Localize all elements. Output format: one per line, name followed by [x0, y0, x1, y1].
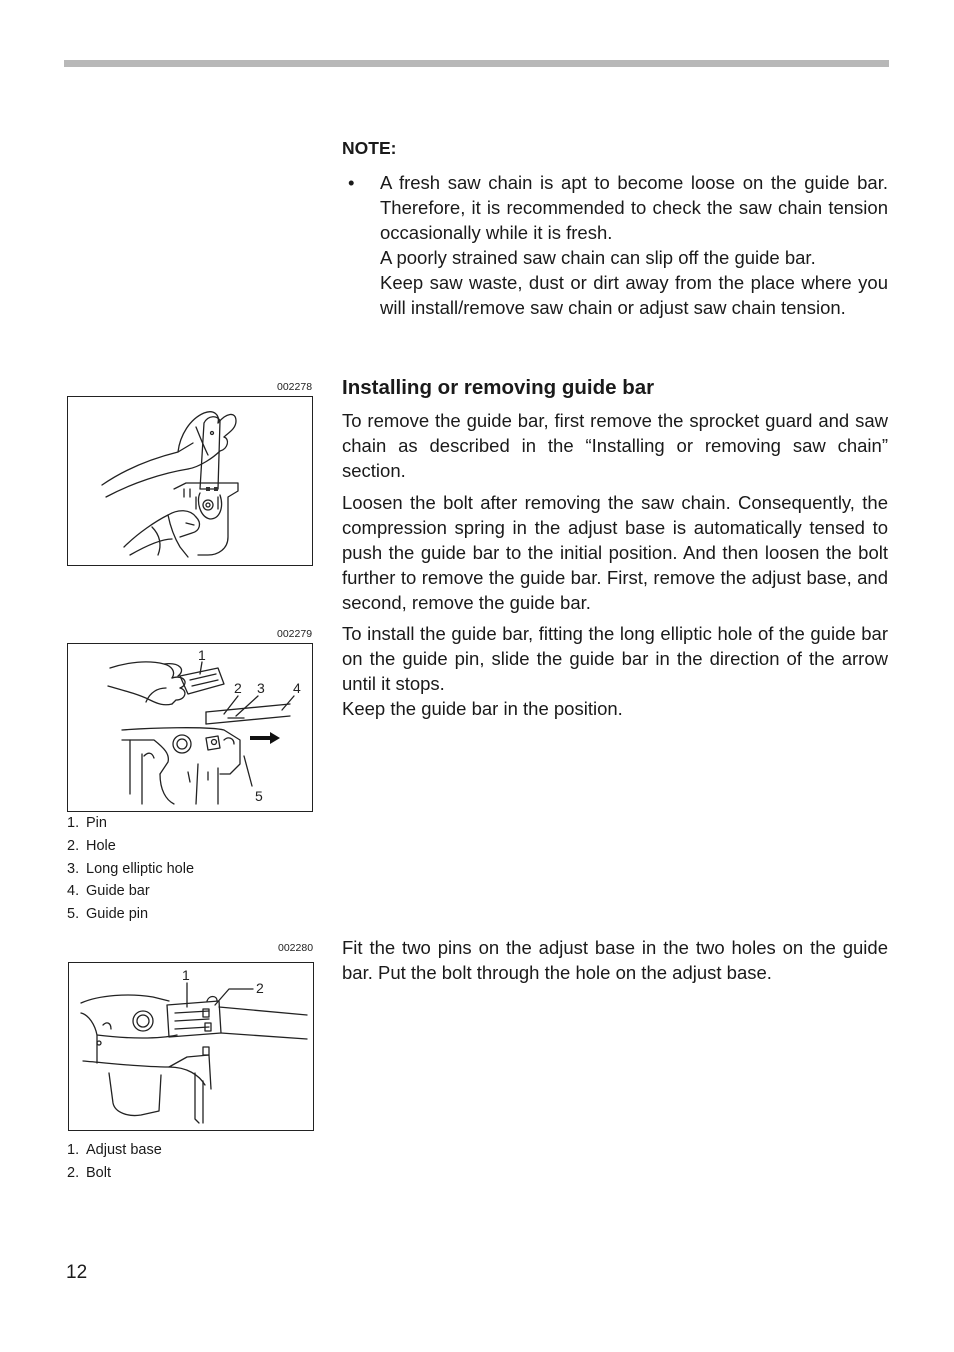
note-line: Keep saw waste, dust or dirt away from the place where you will install/remove saw chain or adjust saw chain tension. [380, 272, 888, 318]
legend-item [67, 903, 194, 926]
illustration-hands-guide-bar [68, 397, 311, 564]
legend-item [67, 858, 194, 881]
legend-label: Pin [86, 815, 107, 831]
legend-item [67, 812, 194, 835]
paragraph-install [342, 621, 888, 721]
top-rule [64, 60, 889, 67]
legend-number: 1. [67, 815, 80, 831]
legend-number: 2. [67, 1164, 80, 1181]
legend-number: 5. [67, 906, 80, 923]
section-title: Installing or removing guide bar [342, 376, 655, 399]
figure-remove-guide-bar [67, 396, 313, 566]
paragraph-fit-pins: Fit the two pins on the adjust base in the two holes on the guide bar. Put the bolt through the hole on the adjust base. [342, 937, 888, 983]
paragraph-keep-position: Keep the guide bar in the position. [342, 698, 623, 719]
legend-label: Long elliptic hole [86, 860, 195, 877]
paragraph-install-text: To install the guide bar, fitting the long elliptic hole of the guide bar on the guide pin, slide the guide bar in the direction of the arrow until it stops. [342, 623, 888, 694]
illustration-install-guide-bar [68, 644, 311, 810]
legend-label: Hole [86, 837, 116, 854]
bullet-marker: • [348, 172, 355, 193]
legend-item [67, 880, 194, 903]
note-line: A fresh saw chain is apt to become loose on the guide bar. Therefore, it is recommended to check the saw chain tension occasionally while it is fresh. [380, 172, 888, 243]
callout-3: 3 [257, 680, 265, 696]
figure-install-guide-bar [67, 643, 313, 812]
legend-figure-3 [67, 1139, 162, 1185]
legend-label: Bolt [86, 1164, 111, 1181]
note-line: A poorly strained saw chain can slip off the guide bar. [380, 247, 816, 268]
note-bullet-text [380, 170, 888, 320]
legend-number: 4. [67, 883, 80, 900]
figure-code: 002280 [278, 942, 314, 954]
note-list [342, 170, 888, 320]
callout-4: 4 [293, 680, 301, 696]
callout-5: 5 [255, 788, 263, 804]
legend-item [67, 1162, 162, 1185]
paragraph-remove-guard: To remove the guide bar, first remove the sprocket guard and saw chain as described in the “Installing or removing saw chain” section. [342, 410, 888, 481]
legend-number: 3. [67, 860, 80, 877]
legend-number: 2. [67, 837, 80, 854]
figure-code: 002279 [277, 628, 313, 640]
page-number: 12 [66, 1262, 88, 1283]
legend-label: Guide bar [86, 883, 150, 900]
illustration-adjust-base [69, 963, 312, 1129]
figure-code: 002278 [277, 381, 313, 393]
callout-2: 2 [234, 680, 242, 696]
legend-number: 1. [67, 1142, 80, 1158]
legend-item [67, 1139, 162, 1162]
callout-2: 2 [256, 980, 264, 996]
note-heading: NOTE: [342, 138, 397, 158]
figure-adjust-base [68, 962, 314, 1131]
callout-1: 1 [198, 647, 206, 663]
paragraph-loosen-bolt: Loosen the bolt after removing the saw chain. Consequently, the compression spring in the adjust base is automatically tensed to push the guide bar to the initial position. And then loosen the bolt further to remove the guide bar. First, remove the adjust base, and second, remove the guide bar. [342, 492, 888, 613]
legend-figure-2 [67, 812, 194, 926]
legend-label: Adjust base [86, 1142, 162, 1158]
legend-label: Guide pin [86, 906, 149, 923]
legend-item [67, 835, 194, 858]
callout-1: 1 [182, 967, 190, 983]
